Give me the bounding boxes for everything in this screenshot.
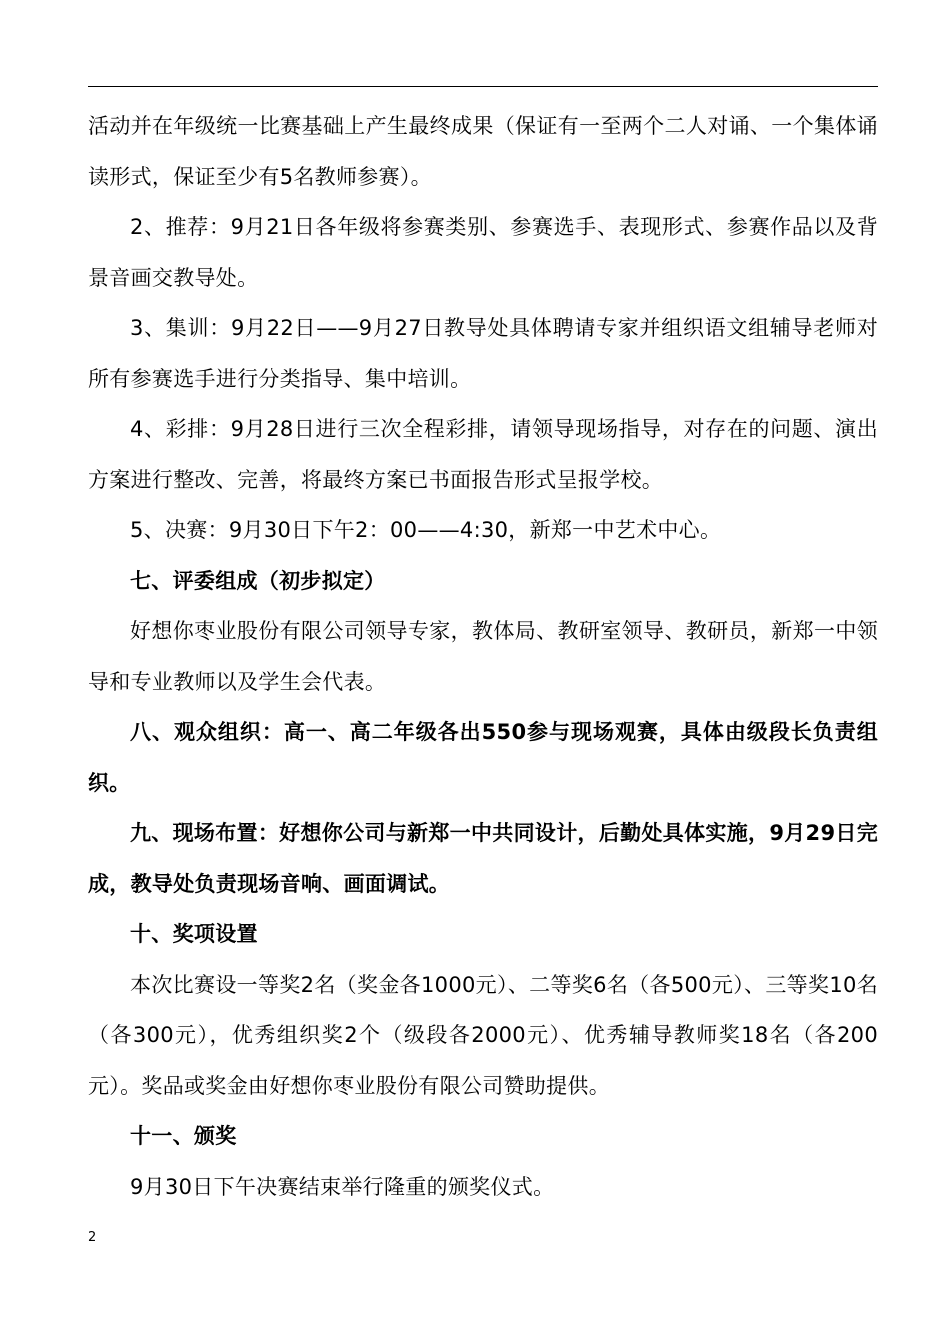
heading-venue: 九、现场布置：好想你公司与新郑一中共同设计，后勤处具体实施，9月29日完成，教导处负责现场音响、画面调试。: [88, 821, 878, 896]
heading-awards: 十、奖项设置: [130, 922, 258, 946]
paragraph-recommendation: 2、推荐：9月21日各年级将参赛类别、参赛选手、表现形式、参赛作品以及背景音画交教导处。: [88, 215, 878, 290]
paragraph-continuation: 活动并在年级统一比赛基础上产生最终成果（保证有一至两个二人对诵、一个集体诵读形式，保证至少有5名教师参赛）。: [88, 114, 878, 189]
paragraph-ceremony: 9月30日下午决赛结束举行隆重的颁奖仪式。: [130, 1174, 555, 1199]
header-rule: [88, 86, 878, 87]
page-number: 2: [88, 1230, 97, 1245]
paragraph-judges: 好想你枣业股份有限公司领导专家，教体局、教研室领导、教研员，新郑一中领导和专业教师以及学生会代表。: [88, 619, 878, 694]
paragraph-training: 3、集训：9月22日——9月27日教导处具体聘请专家并组织语文组辅导老师对所有参赛选手进行分类指导、集中培训。: [88, 316, 878, 391]
paragraph-final: 5、决赛：9月30日下午2：00——4:30，新郑一中艺术中心。: [130, 518, 722, 542]
paragraph-awards: 本次比赛设一等奖2名（奖金各1000元）、二等奖6名（各500元）、三等奖10名（各300元），优秀组织奖2个（级段各2000元）、优秀辅导教师奖18名（各200元）。奖品或奖金由好想你枣业股份有限公司赞助提供。: [88, 972, 878, 1098]
heading-judges: 七、评委组成（初步拟定）: [130, 568, 386, 593]
heading-audience: 八、观众组织：高一、高二年级各出550参与现场观赛，具体由级段长负责组织。: [88, 720, 878, 795]
document-body: [88, 101, 878, 1212]
heading-ceremony: 十一、颁奖: [130, 1124, 237, 1148]
paragraph-rehearsal: 4、彩排：9月28日进行三次全程彩排，请领导现场指导，对存在的问题、演出方案进行整改、完善，将最终方案已书面报告形式呈报学校。: [88, 417, 878, 492]
